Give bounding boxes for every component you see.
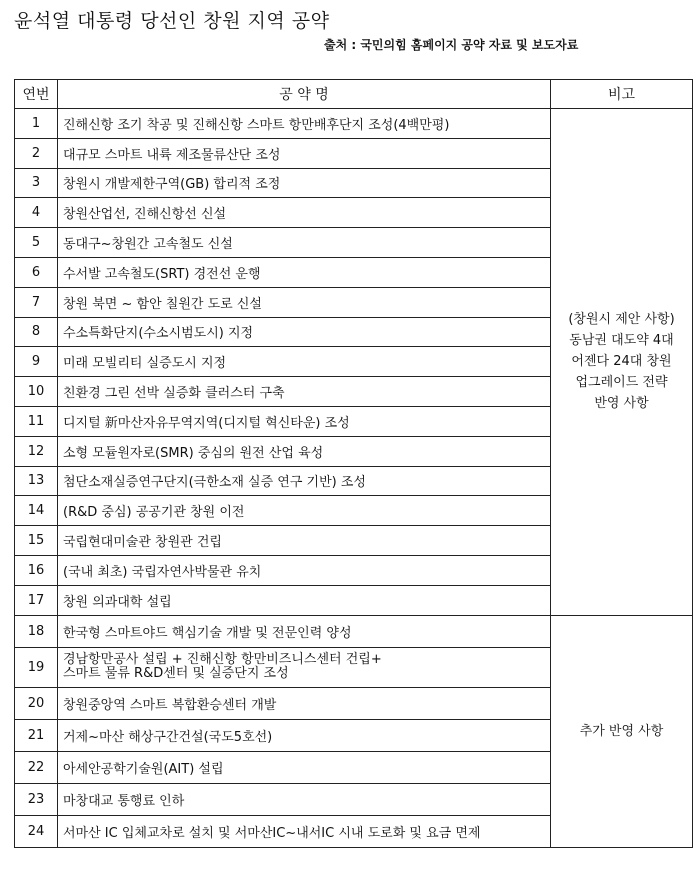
row-number: 2 bbox=[15, 138, 58, 168]
table-header-row bbox=[15, 80, 693, 109]
pledge-name: 아세안공학기술원(AIT) 설립 bbox=[58, 751, 551, 783]
header-name: 공 약 명 bbox=[58, 80, 551, 109]
pledge-name: 거제~마산 해상구간건설(국도5호선) bbox=[58, 719, 551, 751]
row-number: 19 bbox=[15, 647, 58, 687]
note-group-2: 추가 반영 사항 bbox=[551, 615, 693, 847]
note-line: 동남권 대도약 4대 bbox=[569, 333, 674, 349]
row-number: 6 bbox=[15, 257, 58, 287]
pledge-name: 창원시 개발제한구역(GB) 합리적 조정 bbox=[58, 168, 551, 198]
row-number: 20 bbox=[15, 687, 58, 719]
pledge-name: 수소특화단지(수소시범도시) 지정 bbox=[58, 317, 551, 347]
row-number: 8 bbox=[15, 317, 58, 347]
pledge-name: 창원산업선, 진해신항선 신설 bbox=[58, 198, 551, 228]
row-number: 22 bbox=[15, 751, 58, 783]
pledge-name: 대규모 스마트 내륙 제조물류산단 조성 bbox=[58, 138, 551, 168]
pledge-name: 수서발 고속철도(SRT) 경전선 운행 bbox=[58, 257, 551, 287]
row-number: 1 bbox=[15, 109, 58, 139]
page-title: 윤석열 대통령 당선인 창원 지역 공약 bbox=[14, 10, 330, 32]
pledge-name bbox=[58, 647, 551, 687]
pledge-name: (R&D 중심) 공공기관 창원 이전 bbox=[58, 496, 551, 526]
pledge-name: 디지털 新마산자유무역지역(디지털 혁신타운) 조성 bbox=[58, 406, 551, 436]
pledge-name: 한국형 스마트야드 핵심기술 개발 및 전문인력 양성 bbox=[58, 615, 551, 647]
note-group-1 bbox=[551, 109, 693, 616]
note-line: 업그레이드 전략 bbox=[575, 375, 668, 391]
pledge-table bbox=[14, 79, 693, 848]
row-number: 11 bbox=[15, 406, 58, 436]
row-number: 18 bbox=[15, 615, 58, 647]
pledge-name: 동대구~창원간 고속철도 신설 bbox=[58, 228, 551, 258]
pledge-name-line: 경남항만공사 설립 + 진해신항 항만비즈니스센터 건립+ bbox=[63, 652, 382, 668]
row-number: 4 bbox=[15, 198, 58, 228]
row-number: 16 bbox=[15, 555, 58, 585]
pledge-name: 미래 모빌리티 실증도시 지정 bbox=[58, 347, 551, 377]
pledge-name: 국립현대미술관 창원관 건립 bbox=[58, 526, 551, 556]
pledge-name: 창원중앙역 스마트 복합환승센터 개발 bbox=[58, 687, 551, 719]
header-no: 연번 bbox=[15, 80, 58, 109]
pledge-name: (국내 최초) 국립자연사박물관 유치 bbox=[58, 555, 551, 585]
row-number: 9 bbox=[15, 347, 58, 377]
pledge-name: 마창대교 통행료 인하 bbox=[58, 783, 551, 815]
row-number: 7 bbox=[15, 287, 58, 317]
row-number: 13 bbox=[15, 466, 58, 496]
pledge-name: 소형 모듈원자로(SMR) 중심의 원전 산업 육성 bbox=[58, 436, 551, 466]
row-number: 12 bbox=[15, 436, 58, 466]
note-line: (창원시 제안 사항) bbox=[568, 312, 675, 328]
header-note: 비고 bbox=[551, 80, 693, 109]
row-number: 24 bbox=[15, 815, 58, 847]
pledge-name: 서마산 IC 입체교차로 설치 및 서마산IC~내서IC 시내 도로화 및 요금 면제 bbox=[58, 815, 551, 847]
row-number: 21 bbox=[15, 719, 58, 751]
note-line: 어젠다 24대 창원 bbox=[571, 354, 672, 370]
pledge-name: 창원 북면 ~ 함안 칠원간 도로 신설 bbox=[58, 287, 551, 317]
row-number: 23 bbox=[15, 783, 58, 815]
pledge-name: 친환경 그린 선박 실증화 클러스터 구축 bbox=[58, 377, 551, 407]
row-number: 10 bbox=[15, 377, 58, 407]
row-number: 3 bbox=[15, 168, 58, 198]
source-note: 출처 : 국민의힘 홈페이지 공약 자료 및 보도자료 bbox=[324, 38, 579, 52]
row-number: 14 bbox=[15, 496, 58, 526]
note-line: 반영 사항 bbox=[594, 396, 649, 412]
table-row bbox=[15, 109, 693, 139]
pledge-name: 창원 의과대학 설립 bbox=[58, 585, 551, 615]
pledge-name: 첨단소재실증연구단지(극한소재 실증 연구 기반) 조성 bbox=[58, 466, 551, 496]
pledge-name: 진해신항 조기 착공 및 진해신항 스마트 항만배후단지 조성(4백만평) bbox=[58, 109, 551, 139]
table-row bbox=[15, 615, 693, 647]
row-number: 17 bbox=[15, 585, 58, 615]
row-number: 5 bbox=[15, 228, 58, 258]
row-number: 15 bbox=[15, 526, 58, 556]
pledge-name-line: 스마트 물류 R&D센터 및 실증단지 조성 bbox=[63, 666, 289, 682]
